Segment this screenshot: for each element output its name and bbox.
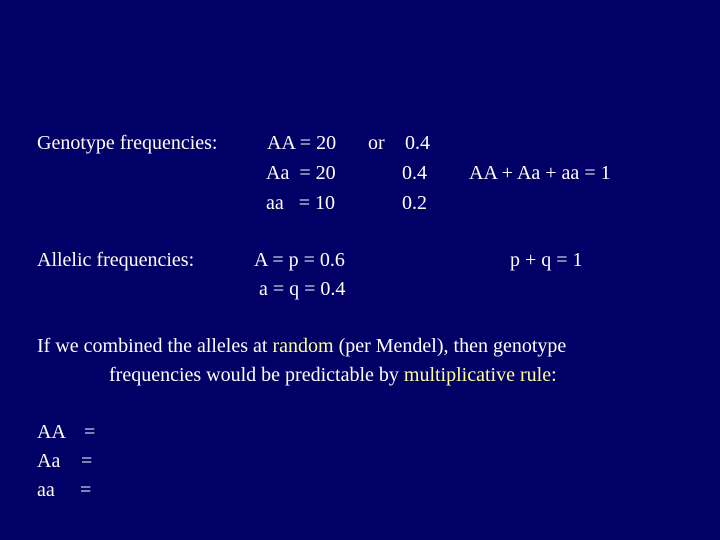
paragraph-line-1-end: (per Mendel), then genotype [333,335,567,357]
prediction-Aa-equals: = [81,450,93,472]
prediction-AA-genotype: AA [37,421,66,443]
allelic-row-a: a = q = 0.4 [259,278,346,300]
prediction-aa-equals: = [80,479,92,501]
genotype-row-AA-expr: AA = 20 [267,132,337,154]
paragraph-line-2-start: frequencies would be predictable by [109,364,404,386]
genotype-row-Aa-expr: Aa = 20 [266,162,336,184]
allelic-frequencies-label: Allelic frequencies: [37,249,195,271]
genotype-sum-rule: AA + Aa + aa = 1 [469,162,611,184]
genotype-row-aa-freq: 0.2 [402,192,427,214]
highlight-random: random [272,335,334,357]
genotype-row-AA-or: or [368,132,385,154]
genotype-row-AA-freq: 0.4 [405,132,430,154]
prediction-AA-equals: = [84,421,96,443]
genotype-row-aa-expr: aa = 10 [266,192,336,214]
prediction-aa-genotype: aa [37,479,55,501]
paragraph-line-2-end: : [551,364,557,386]
allelic-row-A: A = p = 0.6 [254,249,345,271]
paragraph-line-1-start: If we combined the alleles at [37,335,273,357]
genotype-frequencies-label: Genotype frequencies: [37,132,218,154]
paragraph-line-1 [37,336,566,356]
prediction-Aa-genotype: Aa [37,450,61,472]
allelic-sum-rule: p + q = 1 [510,249,583,271]
genotype-row-Aa-freq: 0.4 [402,162,427,184]
highlight-multiplicative-rule: multiplicative rule [403,364,552,386]
paragraph-line-2 [109,365,557,385]
